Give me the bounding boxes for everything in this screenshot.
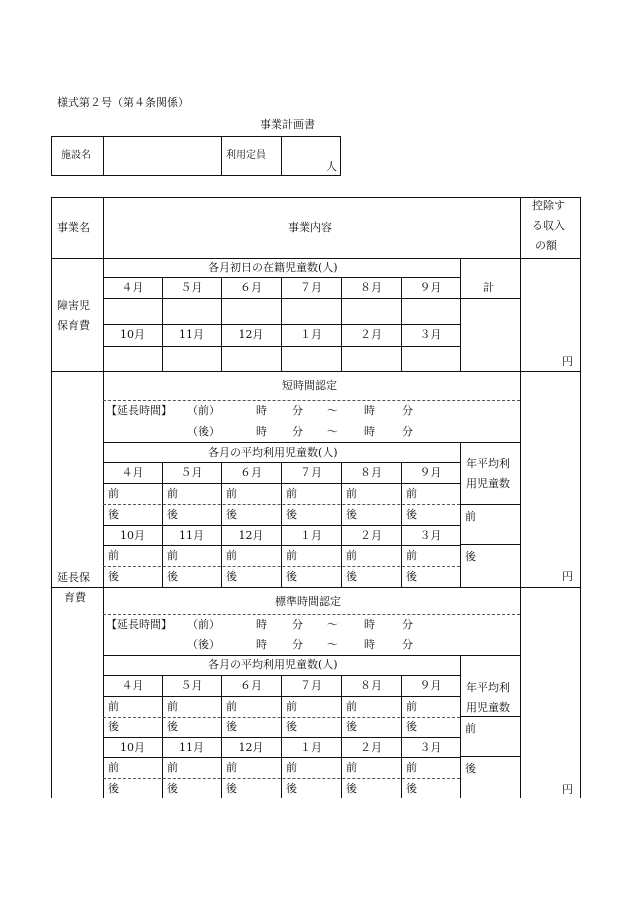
s-month-sep: ９月 [419,466,442,479]
month-oct: 10月 [120,328,145,341]
month-sep: ９月 [419,281,442,294]
t-month-mar: ３月 [419,741,442,754]
t-ato-6: 後 [406,720,417,733]
t-month-aug: ８月 [360,679,382,692]
s-month-feb: ２月 [360,529,382,542]
form-number: 様式第２号（第４条関係） [57,96,189,109]
standard-min-2: 分 [402,618,413,631]
s-ato-10: 後 [286,570,297,583]
s-mae-8: 前 [167,549,178,562]
s-ato-9: 後 [226,570,237,583]
t-ato-2: 後 [167,720,178,733]
s-month-jun: ６月 [240,466,262,479]
t-ato-9: 後 [226,782,237,795]
s-mae-6: 前 [406,487,417,500]
t-month-dec: 12月 [238,741,264,754]
s-ato-11: 後 [346,570,357,583]
s-month-dec: 12月 [238,529,264,542]
month-apr: ４月 [121,281,144,294]
short-tilde-2: ～ [327,425,338,438]
short-tilde-1: ～ [327,404,338,417]
t-month-oct: 10月 [120,741,145,754]
t-month-jul: ７月 [300,679,322,692]
s-mae-10: 前 [286,549,297,562]
t-mae-12: 前 [406,761,417,774]
short-annual-ato: 後 [465,550,476,563]
standard-title: 標準時間認定 [275,595,341,608]
short-hour-2: 時 [364,404,375,417]
t-mae-8: 前 [167,761,178,774]
t-month-nov: 11月 [179,741,204,754]
month-dec: 12月 [238,328,264,341]
month-jun: ６月 [240,281,262,294]
standard-hour-3: 時 [256,638,267,651]
s-mae-4: 前 [286,487,297,500]
t-ato-3: 後 [226,720,237,733]
t-ato-4: 後 [286,720,297,733]
s-ato-7: 後 [108,570,119,583]
short-annual-2: 用児童数 [466,477,510,490]
t-ato-7: 後 [108,782,119,795]
business-content-header: 事業内容 [288,221,332,234]
short-after: （後） [187,425,220,438]
s-mae-3: 前 [226,487,237,500]
t-mae-7: 前 [108,761,119,774]
standard-before: （前） [187,618,220,631]
t-mae-5: 前 [346,700,357,713]
s-mae-7: 前 [108,549,119,562]
extended-name-2: 育費 [64,591,86,604]
short-min-4: 分 [402,425,413,438]
s-ato-8: 後 [167,570,178,583]
standard-ext-label: 【延長時間】 [106,618,172,631]
standard-annual-ato: 後 [465,762,476,775]
facility-box [51,136,341,176]
s-month-may: ５月 [180,466,203,479]
t-mae-3: 前 [226,700,237,713]
short-yen: 円 [562,570,573,583]
page-title: 事業計画書 [260,118,315,131]
t-mae-6: 前 [406,700,417,713]
disabled-name-2: 保育費 [57,319,90,332]
t-ato-1: 後 [108,720,119,733]
disabled-name-1: 障害児 [57,299,90,312]
month-mar: ３月 [419,328,442,341]
short-min-3: 分 [292,425,303,438]
short-title: 短時間認定 [282,379,337,392]
t-mae-2: 前 [167,700,178,713]
t-mae-1: 前 [108,700,119,713]
s-ato-5: 後 [346,508,357,521]
month-nov: 11月 [179,328,204,341]
s-month-apr: ４月 [121,466,144,479]
short-ext-label: 【延長時間】 [106,404,172,417]
short-avg-title: 各月の平均利用児童数(人) [208,446,338,459]
disabled-yen: 円 [562,355,573,368]
s-month-nov: 11月 [179,529,204,542]
month-jul: ７月 [300,281,322,294]
s-ato-4: 後 [286,508,297,521]
t-month-jun: ６月 [240,679,262,692]
s-mae-2: 前 [167,487,178,500]
s-mae-11: 前 [346,549,357,562]
t-mae-10: 前 [286,761,297,774]
capacity-label: 利用定員 [226,150,266,161]
s-month-oct: 10月 [120,529,145,542]
t-month-apr: ４月 [121,679,144,692]
deduct-header-3: の額 [535,239,557,252]
t-month-sep: ９月 [419,679,442,692]
t-mae-11: 前 [346,761,357,774]
s-mae-5: 前 [346,487,357,500]
t-ato-10: 後 [286,782,297,795]
short-before: （前） [187,404,220,417]
short-annual-mae: 前 [465,510,476,523]
standard-annual-mae: 前 [465,722,476,735]
s-month-mar: ３月 [419,529,442,542]
t-ato-8: 後 [167,782,178,795]
s-month-jan: １月 [300,529,322,542]
capacity-unit: 人 [326,160,337,173]
s-ato-12: 後 [406,570,417,583]
short-min-2: 分 [402,404,413,417]
t-ato-11: 後 [346,782,357,795]
standard-annual-1: 年平均利 [466,681,510,694]
s-mae-12: 前 [406,549,417,562]
standard-min-3: 分 [292,638,303,651]
deduct-header-2: る収入 [532,219,565,232]
s-mae-1: 前 [108,487,119,500]
standard-min-4: 分 [402,638,413,651]
t-month-jan: １月 [300,741,322,754]
s-mae-9: 前 [226,549,237,562]
s-ato-1: 後 [108,508,119,521]
month-jan: １月 [300,328,322,341]
standard-min-1: 分 [292,618,303,631]
month-may: ５月 [180,281,203,294]
standard-hour-1: 時 [256,618,267,631]
short-hour-1: 時 [256,404,267,417]
t-ato-5: 後 [346,720,357,733]
business-name-header: 事業名 [57,221,90,234]
extended-name-1: 延長保 [57,571,90,584]
s-ato-6: 後 [406,508,417,521]
s-ato-2: 後 [167,508,178,521]
standard-after: （後） [187,638,220,651]
standard-tilde-1: ～ [327,618,338,631]
month-aug: ８月 [360,281,382,294]
standard-yen: 円 [562,783,573,796]
short-annual-1: 年平均利 [466,457,510,470]
s-month-aug: ８月 [360,466,382,479]
enrollment-title: 各月初日の在籍児童数(人) [208,261,338,274]
standard-tilde-2: ～ [327,638,338,651]
standard-hour-4: 時 [364,638,375,651]
t-month-may: ５月 [180,679,203,692]
deduct-header-1: 控除す [532,199,565,212]
month-feb: ２月 [360,328,382,341]
standard-hour-2: 時 [364,618,375,631]
s-month-jul: ７月 [300,466,322,479]
t-mae-4: 前 [286,700,297,713]
s-ato-3: 後 [226,508,237,521]
t-mae-9: 前 [226,761,237,774]
t-ato-12: 後 [406,782,417,795]
standard-annual-2: 用児童数 [466,701,510,714]
facility-label: 施設名 [61,150,91,161]
total-label: 計 [483,281,494,294]
t-month-feb: ２月 [360,741,382,754]
short-min-1: 分 [292,404,303,417]
short-hour-4: 時 [364,425,375,438]
standard-avg-title: 各月の平均利用児童数(人) [208,658,338,671]
short-hour-3: 時 [256,425,267,438]
